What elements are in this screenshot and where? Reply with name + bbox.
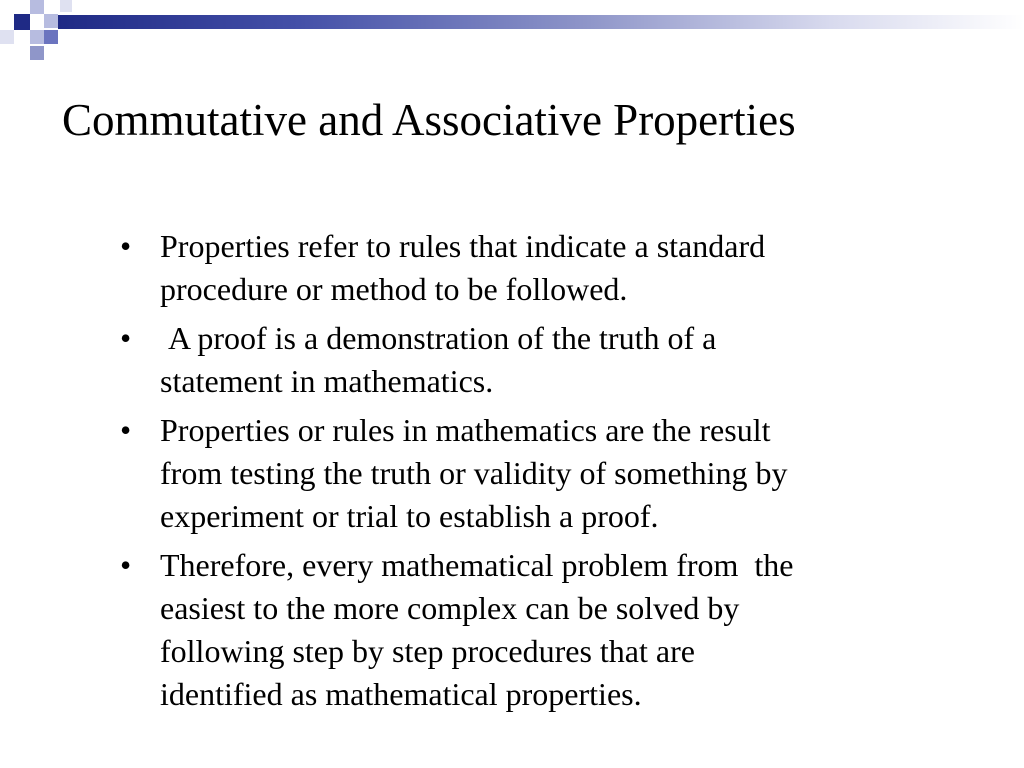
header-square [30,30,44,44]
header-gradient-bar [58,15,1024,29]
bullet-text: Properties or rules in mathematics are the result from testing the truth or validity of something by experiment or trial to establish a proof. [160,412,788,534]
bullet-text: A proof is a demonstration of the truth of a statement in mathematics. [160,320,717,399]
bullet-item [120,225,980,311]
header-square [30,0,44,14]
bullet-marker: • [120,412,132,448]
header-square [14,14,30,30]
bullet-text: Properties refer to rules that indicate a standard procedure or method to be followed. [160,228,766,307]
bullet-marker: • [120,228,132,264]
header-square [0,30,14,44]
bullet-item [120,317,980,403]
bullet-list [120,225,980,722]
header-decoration [0,0,1024,70]
bullet-item [120,544,980,716]
bullet-item [120,409,980,538]
header-square [44,30,58,44]
header-square [44,14,58,28]
header-square [60,0,72,12]
bullet-text: Therefore, every mathematical problem from the easiest to the more complex can be solved by following step by step procedures that are identified as mathematical properties. [160,547,794,712]
bullet-marker: • [120,320,132,356]
header-square [30,46,44,60]
bullet-marker: • [120,547,132,583]
slide-title: Commutative and Associative Properties [62,95,796,145]
